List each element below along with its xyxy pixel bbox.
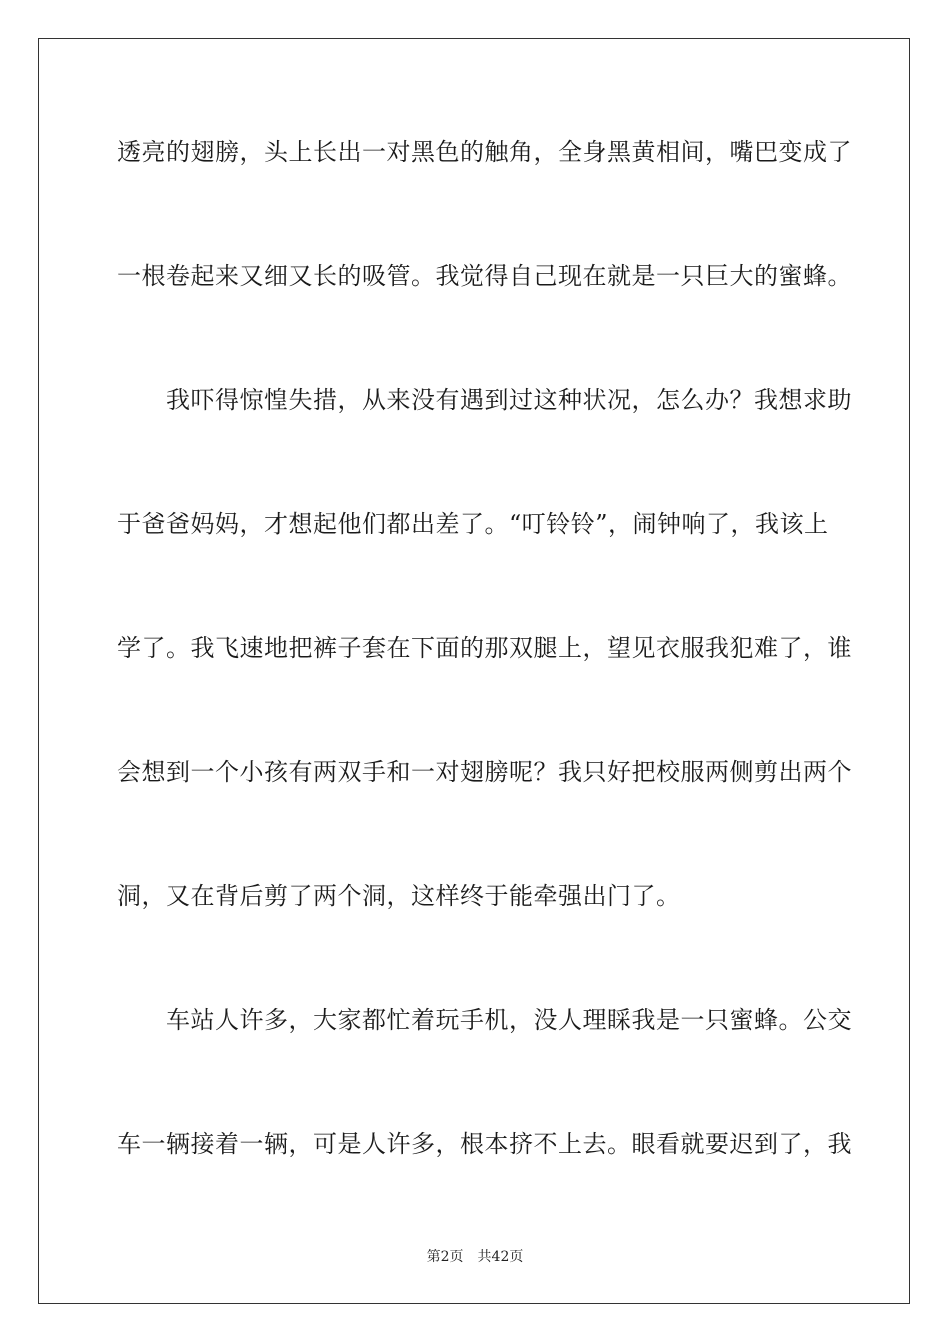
text-line: 一根卷起来又细又长的吸管。我觉得自己现在就是一只巨大的蜜蜂。 [117,262,852,290]
page-number: 第2页 [426,1249,464,1265]
text-line: 洞，又在背后剪了两个洞，这样终于能牵强出门了。 [117,882,681,910]
total-pages: 共42页 [477,1249,524,1265]
text-line: 车一辆接着一辆，可是人许多，根本挤不上去。眼看就要迟到了，我 [117,1130,852,1158]
text-line: 车站人许多，大家都忙着玩手机，没人理睬我是一只蜜蜂。公交 [117,1006,852,1034]
page-footer [0,1248,950,1266]
text-line: 于爸爸妈妈，才想起他们都出差了。“叮铃铃”，闹钟响了，我该上 [117,510,829,538]
text-line: 我吓得惊惶失措，从来没有遇到过这种状况，怎么办？我想求助 [117,386,852,414]
page-border [38,38,910,1304]
text-line: 透亮的翅膀，头上长出一对黑色的触角，全身黑黄相间，嘴巴变成了 [117,138,852,166]
text-line: 学了。我飞速地把裤子套在下面的那双腿上，望见衣服我犯难了，谁 [117,634,852,662]
text-line: 会想到一个小孩有两双手和一对翅膀呢？我只好把校服两侧剪出两个 [117,758,852,786]
